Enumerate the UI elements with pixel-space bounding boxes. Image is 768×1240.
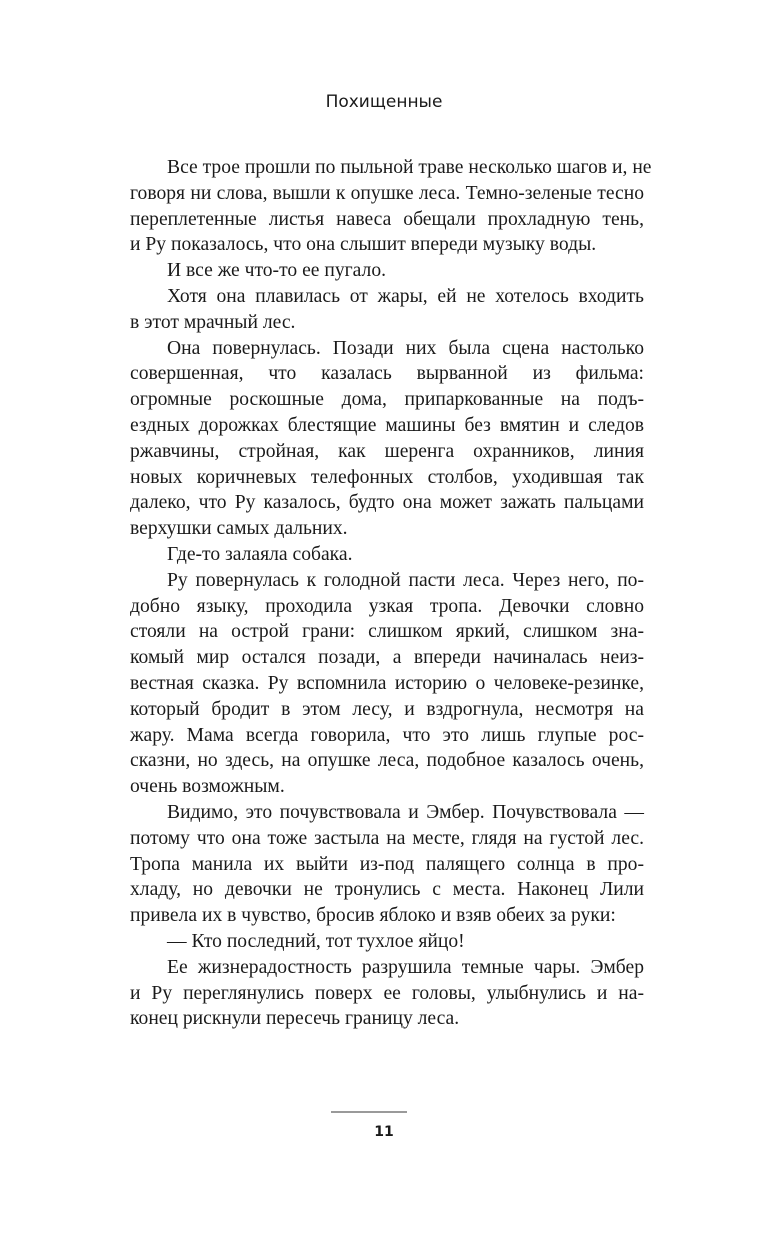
text-line: и Ру переглянулись поверх ее головы, улыбнулись и на- (130, 982, 644, 1004)
text-line: потому что она тоже застыла на месте, глядя на густой лес. (130, 827, 644, 849)
paragraph (130, 800, 644, 929)
paragraph (130, 568, 644, 800)
page-number: 11 (374, 1124, 394, 1140)
text-line: и Ру показалось, что она слышит впереди музыку воды. (130, 234, 597, 256)
text-line: Хотя она плавилась от жары, ей не хотелось входить (167, 285, 644, 307)
text-line: ездных дорожках блестящие машины без вмятин и следов (130, 414, 644, 436)
footer-divider (331, 1111, 407, 1113)
text-line: говоря ни слова, вышли к опушке леса. Темно-зеленые тесно (130, 182, 644, 204)
text-line: который бродит в этом лесу, и вздрогнула, несмотря на (130, 698, 644, 720)
text-line: комый мир остался позади, а впереди начиналась неиз- (130, 647, 644, 669)
text-line: привела их в чувство, бросив яблоко и взяв обеих за руки: (130, 905, 616, 927)
text-line: стояли на острой грани: слишком яркий, слишком зна- (130, 621, 644, 643)
text-line: И все же что-то ее пугало. (167, 260, 387, 282)
text-line: ржавчины, стройная, как шеренга охранников, линия (130, 440, 644, 462)
paragraph (130, 929, 644, 955)
text-line: новых коричневых телефонных столбов, уходившая так (130, 466, 644, 488)
text-line: Где-то залаяла собака. (167, 543, 353, 565)
text-line: Видимо, это почувствовала и Эмбер. Почувствовала — (167, 801, 644, 823)
text-line: Все трое прошли по пыльной траве несколько шагов и, не (167, 157, 652, 178)
paragraph (130, 542, 644, 568)
page-body-text (130, 155, 652, 1032)
text-line: Она повернулась. Позади них была сцена настолько (167, 337, 644, 359)
text-line: — Кто последний, тот тухлое яйцо! (167, 930, 465, 952)
text-line: Ее жизнерадостность разрушила темные чары. Эмбер (167, 956, 644, 978)
text-line: очень возможным. (130, 776, 285, 798)
text-line: огромные роскошные дома, припаркованные на подъ- (130, 389, 644, 411)
text-line: вестная сказка. Ру вспомнила историю о человеке-резинке, (130, 672, 644, 694)
paragraph (130, 336, 644, 542)
paragraph (130, 955, 644, 1032)
text-line: добно языку, проходила узкая тропа. Девочки словно (130, 595, 644, 617)
text-line: в этот мрачный лес. (130, 311, 296, 333)
text-line: Тропа манила их выйти из-под палящего солнца в про- (130, 853, 644, 875)
text-line: верхушки самых дальних. (130, 518, 348, 540)
text-line: переплетенные листья навеса обещали прохладную тень, (130, 208, 644, 230)
text-line: далеко, что Ру казалось, будто она может зажать пальцами (130, 492, 644, 514)
paragraph (130, 284, 644, 336)
text-line: конец рискнули пересечь границу леса. (130, 1008, 460, 1030)
text-line: хладу, но девочки не тронулись с места. Наконец Лили (130, 879, 644, 901)
running-header-title: Похищенные (325, 92, 443, 112)
text-line: жару. Мама всегда говорила, что это лишь глупые рос- (130, 724, 644, 746)
text-line: совершенная, что казалась вырванной из фильма: (130, 363, 644, 385)
paragraph (130, 258, 644, 284)
text-line: сказни, но здесь, на опушке леса, подобное казалось очень, (130, 750, 644, 772)
text-line: Ру повернулась к голодной пасти леса. Через него, по- (167, 569, 644, 591)
paragraph (130, 155, 652, 258)
